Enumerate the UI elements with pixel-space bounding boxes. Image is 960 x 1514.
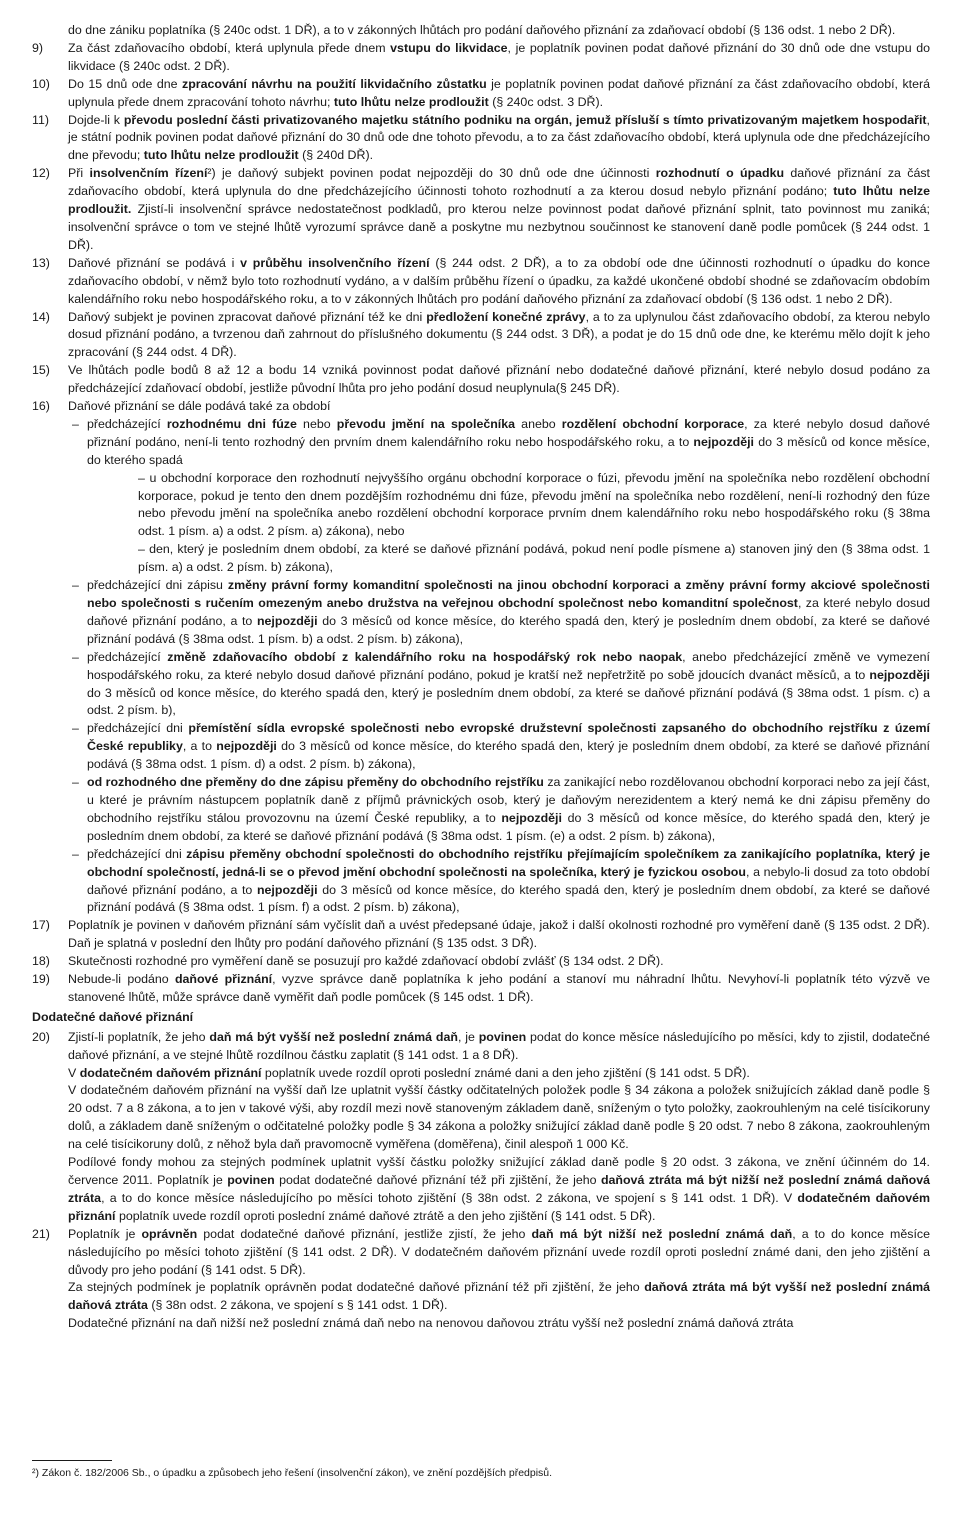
dash-item: – předcházející změně zdaňovacího období z kalendářního roku na hospodářský rok nebo naopak, anebo předcházející změně ve vymezení hospodářského roku, za které nebylo dosud daňové přiznání podáno, pokud je kratší než nepřetržitě po sobě jdoucích dvanáct měsíců, a to nejpozději do 3 měsíců od konce měsíce, do kterého spadá den, který je posledním dnem období, za které se daňové přiznání podává (§ 38ma odst. 1 písm. c) a odst. 2 písm. b), — [68, 649, 930, 721]
paragraph-continuation: do dne zániku poplatníka (§ 240c odst. 1 DŘ), a to v zákonných lhůtách pro podání daňového přiznání za zdaňovací období (§ 136 odst. 1 nebo 2 DŘ). — [68, 23, 896, 37]
item-number: 19) — [32, 972, 50, 987]
item-number: 11) — [32, 112, 49, 127]
sub-dash-item: – den, který je posledním dnem období, za které se daňové přiznání podává, pokud není podle písmene a) stanoven jiný den (§ 38ma odst. 1 písm. a) a odst. 2 písm. b) zákona), — [138, 542, 930, 575]
dash-item-text: předcházející dni zápisu přeměny obchodní společnosti do obchodního rejstříku přejímajícím společníkem za zanikajícího poplatníka, který je obchodní společností, jedná-li se o převod jmění obchodní společnosti na společníka, který je fyzickou osobou, a nebylo-li dosud za toto období daňové přiznání podáno, a to nejpozději do 3 měsíců od konce měsíce, do kterého spadá den, který je posledním dnem období, za které se daňové přiznání podává (§ 38ma odst. 1 písm. f) a odst. 2 písm. b) zákona), — [87, 846, 930, 915]
list-item-9 — [32, 40, 930, 76]
item-number: 15) — [32, 363, 50, 378]
sub-dash-item: – u obchodní korporace den rozhodnutí nejvyššího orgánu obchodní korporace o fúzi, převodu jmění na společníka nebo rozdělení obchodní korporace, pokud je tento den dnem pozdějším rozhodnému dni fúze, převodu jmění na společníka nebo rozdělení, není-li rozhodný den fúze nebo převodu jmění na společníka anebo rozdělení obchodní korporace prvním dnem kalendářního roku nebo hospodářského roku (§ 38ma odst. 1 písm. a) a odst. 2 písm. a) zákona), nebo — [138, 470, 930, 539]
list-item-12 — [32, 165, 930, 255]
item-number: 18) — [32, 954, 50, 969]
dash-item-text: předcházející dni zápisu změny právní formy komanditní společnosti na jinou obchodní korporaci a změny právní formy akciové společnosti nebo společnosti s ručením omezeným anebo družstva na veřejnou obchodní společnost nebo komanditní společnost, za které nebylo dosud daňové přiznání podáno, a to nejpozději do 3 měsíců od konce měsíce, do kterého spadá den, který je posledním dnem období, za které se daňové přiznání podává (§ 38ma odst. 1 písm. b) a odst. 2 písm. b) zákona), — [87, 578, 930, 646]
paragraph: Dodatečné přiznání na daň nižší než poslední známá daň nebo na nenovou daňovou ztrátu vyšší než poslední známá daňová ztráta — [68, 1316, 794, 1331]
paragraph: V dodatečném daňovém přiznání poplatník uvede rozdíl oproti poslední známé dani a den jeho zjištění (§ 141 odst. 5 DŘ). — [68, 1065, 750, 1080]
list-item-21 — [32, 1226, 930, 1280]
list-item-19 — [32, 971, 930, 1007]
item-text: Do 15 dnů ode dne zpracování návrhu na použití likvidačního zůstatku je poplatník povinen podat daňové přiznání za část zdaňovacího období, která uplynula přede dnem zpracování tohoto návrhu; tuto lhůtu nelze prodloužit (§ 240c odst. 3 DŘ). — [68, 76, 930, 109]
item-number: 16) — [32, 399, 50, 414]
paragraph: V dodatečném daňovém přiznání na vyšší daň lze uplatnit vyšší částky odčitatelných položek podle § 34 zákona a položek snižujících základ daně podle § 20 odst. 7 a 8 zákona, a to jen v takové výši, aby rozdíl mezi nově stanoveným základem daně, sníženým o tyto položky, zaokrouhleným na celé tisícikoruny dolů, a základem daně sníženým o odčitatelné položky podle § 34 zákona a položky snižující základ daně podle § 20 odst. 7 nebo 8 zákona, zaokrouhleným na celé tisícikoruny dolů, z něhož byla daň pravomocně vyměřena (doměřena), činil alespoň 1 000 Kč. — [68, 1083, 930, 1152]
list-item-15 — [32, 362, 930, 398]
dash-item: – předcházející dni přemístění sídla evropské společnosti nebo evropské družstevní společnosti zapsaného do obchodního rejstříku z území České republiky, a to nejpozději do 3 měsíců od konce měsíce, do kterého spadá den, který je posledním dnem období, za které se daňové přiznání podává (§ 38ma odst. 1 písm. d) a odst. 2 písm. b) zákona), — [68, 720, 930, 774]
item-number: 9) — [32, 40, 44, 55]
item-text: Poplatník je povinen v daňovém přiznání sám vyčíslit daň a uvést předepsané údaje, jakož i další okolnosti rozhodné pro vyměření daně (§ 135 odst. 2 DŘ). Daň je splatná v poslední den lhůty pro podání daňového přiznání (§ 135 odst. 3 DŘ). — [68, 918, 930, 951]
item-text: Dojde-li k převodu poslední části privatizovaného majetku státního podniku na orgán, jemuž přísluší s tímto privatizovaným majetkem hospodařit, je státní podnik povinen podat daňové přiznání do 30 dnů ode dne tohoto převodu, a to za část zdaňovacího období, která uplynula ode dne předcházejícího dne převodu; tuto lhůtu nelze prodloužit (§ 240d DŘ). — [68, 112, 930, 163]
footnote-divider — [32, 1460, 112, 1461]
list-item-14 — [32, 309, 930, 363]
document-page — [32, 22, 930, 1333]
item-number: 13) — [32, 255, 50, 270]
item-text: Nebude-li podáno daňové přiznání, vyzve správce daně poplatníka k jeho podání a stanoví mu náhradní lhůtu. Nevyhoví-li poplatník této výzvě ve stanovené lhůtě, může správce daně vyměřit daň podle pomůcek (§ 145 odst. 1 DŘ). — [68, 972, 930, 1004]
item-text: Daňové přiznání se podává i v průběhu insolvenčního řízení (§ 244 odst. 2 DŘ), a to za období ode dne účinnosti rozhodnutí o úpadku do konce zdaňovacího období, v němž bylo toto rozhodnutí vydáno, a v dalším průběhu řízení o úpadku, za každé ukončené období shodné se zdaňovacím obdobím kalendářního roku nebo hospodářského roku, a to v zákonných lhůtách pro podání daňového přiznání za zdaňovací období (§ 136 odst. 1 nebo 2 DŘ). — [68, 255, 930, 306]
item-text: Daňový subjekt je povinen zpracovat daňové přiznání též ke dni předložení konečné zprávy, a to za uplynulou část zdaňovacího období, za kterou nebylo dosud přiznání podáno, a tvrzenou daň zahrnout do příslušného dokumentu (§ 244 odst. 3 DŘ), a podat je do 15 dnů ode dne, ke kterému mělo dojít k jeho zpracování (§ 244 odst. 4 DŘ). — [68, 309, 931, 360]
item-number: 17) — [32, 918, 50, 933]
item-text: Daňové přiznání se dále podává také za období — [68, 399, 331, 414]
list-item-18 — [32, 953, 930, 971]
dash-item: – předcházející rozhodnému dni fúze nebo převodu jmění na společníka anebo rozdělení obchodní korporace, za které nebylo dosud daňové přiznání podáno, není-li tento rozhodný den prvním dnem kalendářního roku nebo hospodářského roku, a to nejpozději do 3 měsíců od konce měsíce, do kterého spadá — [68, 416, 930, 470]
dash-item-text: od rozhodného dne přeměny do dne zápisu přeměny do obchodního rejstříku za zanikající nebo rozdělovanou obchodní korporaci nebo za její část, u které je právním nástupcem poplatník daně z příjmů právnických osob, který je daňovým nerezidentem a který nemá ke dni zápisu přeměny do obchodního rejstříku stálou provozovnu na území České republiky, a to nejpozději do 3 měsíců od konce měsíce, do kterého spadá den, který je posledním dnem období, za které se daňové přiznání podává (§ 38ma odst. 1 písm. (e) a odst. 2 písm. b) zákona), — [87, 775, 930, 843]
list-item-16 — [32, 398, 930, 416]
item-number: 20) — [32, 1029, 50, 1044]
list-item-11 — [32, 112, 930, 166]
dash-item-text: předcházející dni přemístění sídla evropské společnosti nebo evropské družstevní společnosti zapsaného do obchodního rejstříku z území České republiky, a to nejpozději do 3 měsíců od konce měsíce, do kterého spadá den, který je posledním dnem období, za které se daňové přiznání podává (§ 38ma odst. 1 písm. d) a odst. 2 písm. b) zákona), — [87, 721, 930, 772]
item-text: Za část zdaňovacího období, která uplynula přede dnem vstupu do likvidace, je poplatník povinen podat daňové přiznání do 30 dnů ode dne vstupu do likvidace (§ 240c odst. 2 DŘ). — [68, 40, 930, 73]
footnote: ²) Zákon č. 182/2006 Sb., o úpadku a způsobech jeho řešení (insolvenční zákon), ve znění pozdějších předpisů. — [32, 1467, 553, 1479]
list-item-10 — [32, 76, 930, 112]
list-item-13 — [32, 255, 930, 309]
dash-item-text: předcházející rozhodnému dni fúze nebo převodu jmění na společníka anebo rozdělení obchodní korporace, za které nebylo dosud daňové přiznání podáno, není-li tento rozhodný den prvním dnem kalendářního roku nebo hospodářského roku, a to nejpozději do 3 měsíců od konce měsíce, do kterého spadá — [87, 416, 930, 467]
dash-item: – od rozhodného dne přeměny do dne zápisu přeměny do obchodního rejstříku za zanikající nebo rozdělovanou obchodní korporaci nebo za její část, u které je právním nástupcem poplatník daně z příjmů právnických osob, který je daňovým nerezidentem a který nemá ke dni zápisu přeměny do obchodního rejstříku stálou provozovnu na území České republiky, a to nejpozději do 3 měsíců od konce měsíce, do kterého spadá den, který je posledním dnem období, za které se daňové přiznání podává (§ 38ma odst. 1 písm. (e) a odst. 2 písm. b) zákona), — [68, 774, 930, 846]
dash-item-text: předcházející změně zdaňovacího období z kalendářního roku na hospodářský rok nebo naopak, anebo předcházející změně ve vymezení hospodářského roku, za které nebylo dosud daňové přiznání podáno, pokud je kratší než nepřetržitě po sobě jdoucích dvanáct měsíců, a to nejpozději do 3 měsíců od konce měsíce, do kterého spadá den, který je posledním dnem období, za které se daňové přiznání podává (§ 38ma odst. 1 písm. c) a odst. 2 písm. b), — [87, 649, 931, 718]
item-text: Při insolvenčním řízení²) je daňový subjekt povinen podat nejpozději do 30 dnů ode dne účinnosti rozhodnutí o úpadku daňové přiznání za část zdaňovacího období, která uplynula do dne předcházejícího účinnosti tohoto rozhodnutí a za kterou dosud nebylo přiznání podáno; tuto lhůtu nelze prodloužit. Zjistí-li insolvenční správce nedostatečnost podkladů, pro kterou nelze povinnost podat daňové přiznání splnit, tato povinnost mu zaniká; insolvenční správce o tom ve stejné lhůtě vyrozumí správce daně a poskytne mu nezbytnou součinnost ke stanovení daně podle pomůcek (§ 244 odst. 1 DŘ). — [68, 166, 931, 252]
list-item-20 — [32, 1029, 930, 1065]
dash-item: – předcházející dni zápisu přeměny obchodní společnosti do obchodního rejstříku přejímajícím společníkem za zanikajícího poplatníka, který je obchodní společností, jedná-li se o převod jmění obchodní společnosti na společníka, který je fyzickou osobou, a nebylo-li dosud za toto období daňové přiznání podáno, a to nejpozději do 3 měsíců od konce měsíce, do kterého spadá den, který je posledním dnem období, za které se daňové přiznání podává (§ 38ma odst. 1 písm. f) a odst. 2 písm. b) zákona), — [68, 846, 930, 918]
item-number: 14) — [32, 309, 50, 324]
item-number: 12) — [32, 166, 50, 181]
item-text: Ve lhůtách podle bodů 8 až 12 a bodu 14 vzniká povinnost podat daňové přiznání nebo dodatečné daňové přiznání, které nebylo dosud podáno za předcházející zdaňovací období, jestliže původní lhůta pro jeho podání dosud neuplynula(§ 245 DŘ). — [68, 363, 930, 396]
section-heading: Dodatečné daňové přiznání — [32, 1009, 194, 1024]
list-item-17 — [32, 917, 930, 953]
item-text: Skutečnosti rozhodné pro vyměření daně se posuzují pro každé zdaňovací období zvlášť (§ 134 odst. 2 DŘ). — [68, 954, 664, 969]
paragraph: Za stejných podmínek je poplatník oprávněn podat dodatečné daňové přiznání též při zjištění, že jeho daňová ztráta má být vyšší než poslední známá daňová ztráta (§ 38n odst. 2 zákona, ve spojení s § 141 odst. 1 DŘ). — [68, 1280, 930, 1313]
item-number: 21) — [32, 1226, 50, 1241]
item-text: Zjistí-li poplatník, že jeho daň má být vyšší než poslední známá daň, je povinen podat do konce měsíce následujícího po měsíci, kdy to zjistil, dodatečné daňové přiznání, a ve stejné lhůtě rozdílnou částku zaplatit (§ 141 odst. 1 a 8 DŘ). — [68, 1029, 930, 1062]
dash-item: – předcházející dni zápisu změny právní formy komanditní společnosti na jinou obchodní korporaci a změny právní formy akciové společnosti nebo společnosti s ručením omezeným anebo družstva na veřejnou obchodní společnost nebo komanditní společnost, za které nebylo dosud daňové přiznání podáno, a to nejpozději do 3 měsíců od konce měsíce, do kterého spadá den, který je posledním dnem období, za které se daňové přiznání podává (§ 38ma odst. 1 písm. b) a odst. 2 písm. b) zákona), — [68, 577, 930, 649]
paragraph: Podílové fondy mohou za stejných podmínek uplatnit vyšší částku položky snižující základ daně podle § 20 odst. 3 zákona, ve znění účinném do 14. července 2011. Poplatník je povinen podat dodatečné daňové přiznání též při zjištění, že jeho daňová ztráta má být nižší než poslední známá daňová ztráta, a to do konce měsíce následujícího po měsíci tohoto zjištění (§ 38n odst. 2 zákona, ve spojení s § 141 odst. 1 DŘ). V dodatečném daňovém přiznání poplatník uvede rozdíl oproti poslední známé daňové ztrátě a den jeho zjištění (§ 141 odst. 5 DŘ). — [68, 1155, 931, 1223]
item-text: Poplatník je oprávněn podat dodatečné daňové přiznání, jestliže zjistí, že jeho daň má být nižší než poslední známá daň, a to do konce měsíce následujícího po měsíci tohoto zjištění (§ 141 odst. 2 DŘ). V dodatečném daňovém přiznání uvede rozdíl oproti poslední známé dani, den jeho zjištění a důvody pro jeho podání (§ 141 odst. 5 DŘ). — [68, 1226, 930, 1277]
item-number: 10) — [32, 76, 50, 91]
